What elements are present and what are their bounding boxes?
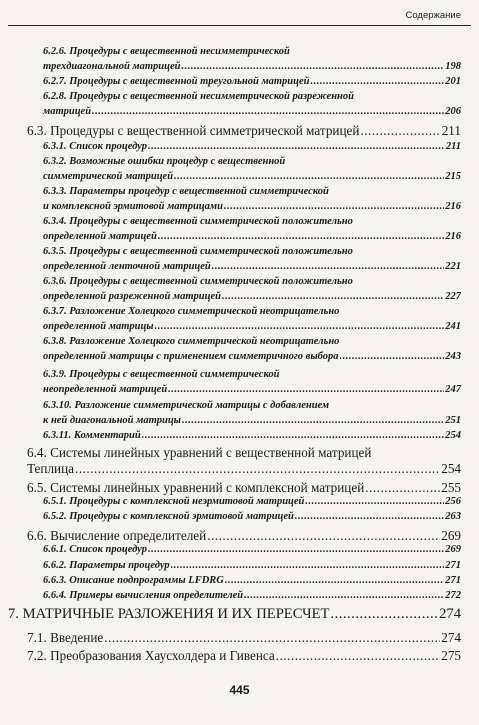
toc-entry-title: определенной матрицы [43,320,154,332]
toc-page-number: 243 [445,350,461,362]
toc-entry-line-last [43,560,461,571]
toc-entry-title: 6.4. Системы линейных уравнений с вещественной матрицей [27,445,372,460]
toc-page-number: 201 [445,76,461,87]
dot-leader [148,141,445,152]
toc-entry-title: 6.6. Вычисление определителей [27,528,207,543]
toc-page-number: 254 [445,430,461,441]
toc-entry-title: определенной матрицей [43,230,157,242]
toc-entry-line [43,306,461,317]
toc-entry-line [43,246,461,257]
toc-page-number: 269 [441,528,461,543]
toc-entry-title: определенной ленточной матрицей [43,260,211,272]
toc-entry-title: неопределенной матрицей [43,383,168,395]
toc-entry-title: 6.2.6. Процедуры с вещественной несимметрической [43,46,290,57]
toc-entry-line-last [43,590,461,601]
toc-page-number: 206 [445,105,461,117]
toc-entry-title: 6.3.11. Комментарий [43,430,141,441]
toc-page-number: 227 [445,290,461,302]
toc-page-number: 274 [441,630,461,645]
toc-page-number: 198 [445,60,461,72]
dot-leader [365,480,440,496]
dot-leader [158,231,444,242]
toc-page-number: 255 [441,480,461,495]
toc-entry-line [43,276,461,287]
toc-entry-line [43,369,461,380]
running-header [0,0,479,28]
toc-page-number: 275 [441,648,461,663]
toc-entry-title: 6.3.6. Процедуры с вещественной симметрической положительно [43,276,353,287]
toc-entry-title: 6.5.2. Процедуры с комплексной эрмитовой матрицей [43,511,294,522]
toc-page-number: 274 [439,606,461,622]
dot-leader [142,430,445,441]
dot-leader [174,171,444,182]
section-label: Содержание [405,10,461,21]
toc-entry-line [43,336,461,347]
toc-entry-title: 6.3.4. Процедуры с вещественной симметрической положительно [43,216,353,227]
toc-page-number: 271 [445,575,461,586]
toc-entry-title: 6.6.1. Список процедур [43,544,147,555]
dot-leader [224,201,444,212]
page-number: 445 [229,683,250,697]
dot-leader [75,461,440,477]
toc-entry-line-last [43,106,461,117]
toc-entry-title: определенной разреженной матрицей [43,290,221,302]
dot-leader [207,528,440,544]
dot-leader [305,496,444,507]
toc-entry-line-last [43,231,461,242]
toc-entry-line-last [43,171,461,182]
toc-entry-line-last [43,261,461,272]
toc-entry-title: 6.5.1. Процедуры с комплексной неэрмитовой матрицей [43,496,305,507]
toc-entry-line [43,46,461,57]
toc-entry-title: 6.3.8. Разложение Холецкого симметрической неотрицательно [43,336,340,347]
toc-entry-line-last [43,351,461,362]
toc-entry-title: трехдиагональной матрицей [43,60,181,72]
toc-entry-title: 7.2. Преобразования Хаусхолдера и Гивенса [27,648,275,663]
toc-entry-title: и комплексной эрмитовой матрицами [43,200,223,212]
toc-page-number: 254 [441,461,461,476]
header-rule [8,25,471,26]
dot-leader [92,106,444,117]
toc-entry-title: определенной матрицы с применением симметричного выбора [43,350,339,362]
dot-leader [222,291,444,302]
toc-page-number: 251 [445,414,461,426]
toc-entry-title: 6.3.1. Список процедур [43,141,147,152]
dot-leader [360,123,440,139]
toc-entry-title: 6.3.9. Процедуры с вещественной симметрической [43,369,280,380]
dot-leader [276,648,440,664]
toc-entry-title: матрицей [43,105,92,117]
toc-entry-line-last [43,496,461,507]
toc-page-number: 271 [445,560,461,571]
toc-page-number: 269 [445,544,461,555]
dot-leader [182,415,444,426]
toc-entry-line-last [8,606,461,623]
toc-entry-title: 7.1. Введение [27,630,104,645]
dot-leader [330,606,438,623]
toc-entry-line-last [43,384,461,395]
toc-entry-title: 6.3.7. Разложение Холецкого симметрической неотрицательно [43,306,340,317]
toc-entry-title: 6.3.10. Разложение симметрической матрицы с добавлением [43,400,330,411]
toc-entry-line [43,400,461,411]
toc-page-number: 241 [445,320,461,332]
dot-leader [155,321,445,332]
toc-entry-line-last [27,480,461,496]
dot-leader [212,261,445,272]
toc-entry-line-last [43,76,461,87]
toc-entry-title: 6.3.3. Параметры процедур с вещественной симметрической [43,186,329,197]
toc-entry-line [43,156,461,167]
toc-page-number: 263 [445,511,461,522]
toc-entry-line-last [43,430,461,441]
toc-entry-title: 6.5. Системы линейных уравнений с комплексной матрицей [27,480,365,495]
toc-page-number: 247 [445,383,461,395]
toc-entry-line-last [43,61,461,72]
dot-leader [168,384,444,395]
toc-entry-title: Теплица [27,461,75,476]
toc-entry-line-last [43,544,461,555]
toc-entry-title: 6.3.2. Возможные ошибки процедур с вещественной [43,156,286,167]
toc-page-number: 211 [445,141,461,152]
toc-entry-line [27,445,461,461]
toc-entry-title: 6.6.3. Описание подпрограммы LFDRG [43,575,224,586]
toc-page-number: 221 [445,260,461,272]
toc-entry-line-last [43,141,461,152]
toc-entry-line-last [27,461,461,477]
toc-entry-title: 6.3. Процедуры с вещественной симметрической матрицей [27,123,360,138]
toc-entry-line-last [43,415,461,426]
dot-leader [295,511,444,522]
toc-entry-line [43,186,461,197]
dot-leader [104,630,440,646]
toc-entry-title: 6.6.2. Параметры процедур [43,560,170,571]
toc-entry-title: 6.2.8. Процедуры с вещественной несимметрической разреженной [43,91,354,102]
toc-entry-line-last [43,511,461,522]
toc-entry-title: симметрической матрицей [43,170,174,182]
dot-leader [181,61,444,72]
dot-leader [340,351,445,362]
dot-leader [171,560,445,571]
toc-page-number: 215 [445,170,461,182]
toc-entry-line-last [27,528,461,544]
toc-page-number: 272 [445,590,461,601]
dot-leader [244,590,444,601]
toc-entry-line-last [27,630,461,646]
toc-entry-line-last [43,291,461,302]
toc-entry-line-last [43,575,461,586]
toc-page-number: 216 [445,230,461,242]
toc-entry-line [43,91,461,102]
toc-entry-title: к ней диагональной матрицы [43,414,181,426]
toc-page-number: 256 [445,496,461,507]
dot-leader [310,76,444,87]
toc-entry-line-last [43,321,461,332]
toc-page-number: 216 [445,200,461,212]
toc-entry-title: 6.3.5. Процедуры с вещественной симметрической положительно [43,246,353,257]
toc-entry-title: 7. МАТРИЧНЫЕ РАЗЛОЖЕНИЯ И ИХ ПЕРЕСЧЕТ [8,606,330,622]
toc-entry-line-last [27,123,461,139]
toc-entry-line-last [27,648,461,664]
toc-page-number: 211 [441,123,461,138]
toc-entry-line-last [43,201,461,212]
dot-leader [148,544,444,555]
toc-entry-title: 6.2.7. Процедуры с вещественной треугольной матрицей [43,76,310,87]
toc-entry-title: 6.6.4. Примеры вычисления определителей [43,590,244,601]
toc-entry-line [43,216,461,227]
dot-leader [225,575,444,586]
